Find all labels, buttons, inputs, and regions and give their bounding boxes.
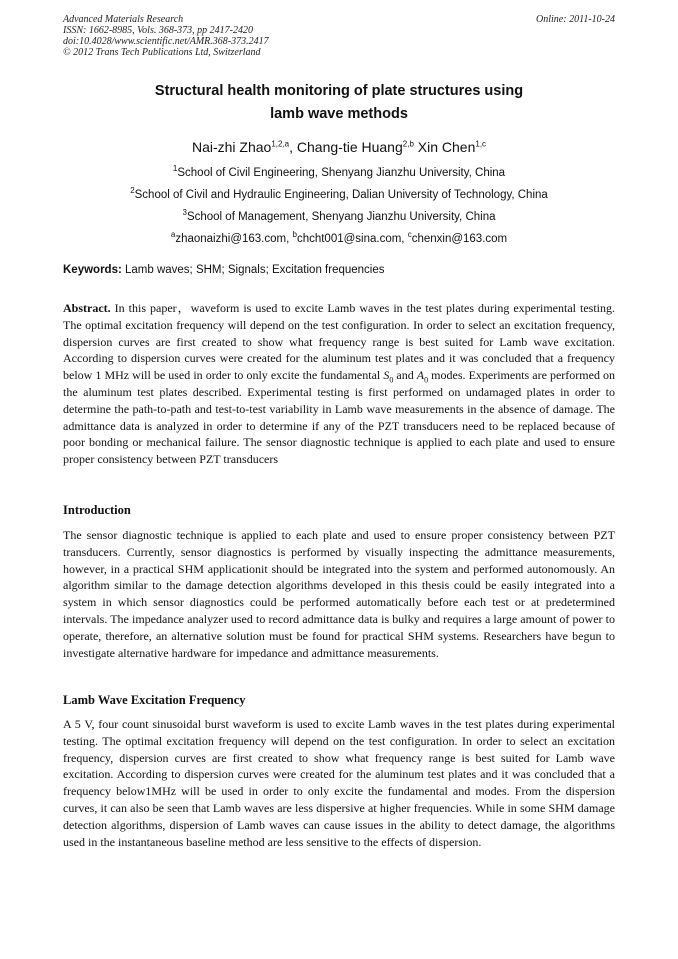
email-address: chenxin@163.com <box>411 233 508 245</box>
math-subscript: 0 <box>389 375 394 385</box>
affiliation-mark: 3 <box>182 208 187 218</box>
paragraph: The sensor diagnostic technique is applied to each plate and used to ensure proper consistency between PZT transducers. Currently, sensor diagnostics is performed by visually inspecting the admittance measurements, however, in a practical SHM applicationit should be integrated into the system and performed autonomously. An algorithm similar to the damage detection algorithms developed in this thesis could be easily integrated into a system in which sensor diagnostics could be performed automatically before each test or at predetermined intervals. The impedance analyzer used to record admittance data is bulky and requires a large amount of power to operate, therefore, an alternative solution must be found for practical SHM systems. Researchers have begun to investigate alternative hardware for impedance and admittance measurements. <box>63 528 615 660</box>
paragraph: A 5 V, four count sinusoidal burst waveform is used to excite Lamb waves in the test plates during experimental testing. The optimal excitation frequency will depend on the test configuration. In order to select an excitation frequency, dispersion curves are first created to show what frequency range is best suited for Lamb wave excitation. According to dispersion curves were created for the aluminum test plates and it was concluded that a frequency below1MHz will be used in order to only excite the fundamental and modes. From the dispersion curves, it can also be seen that Lamb waves are less dispersive at higher frequencies. While in some SHM damage detection algorithms, dispersion of Lamb waves can cause issues in the ability to detect damage, the algorithms used in the instantaneous baseline method are less sensitive to the effects of dispersion. <box>63 717 615 849</box>
section-heading: Lamb Wave Excitation Frequency <box>63 693 246 707</box>
author-name: Xin Chen <box>417 139 476 155</box>
online-date: Online: 2011-10-24 <box>536 14 615 25</box>
journal-name: Advanced Materials Research <box>63 14 184 25</box>
copyright-line: © 2012 Trans Tech Publications Ltd, Switzerland <box>63 47 261 58</box>
abstract <box>63 300 615 468</box>
abstract-label: Abstract. <box>63 301 111 315</box>
author-separator: , <box>289 139 297 155</box>
abstract-text: and <box>393 368 417 383</box>
author-name: Chang-tie Huang <box>296 139 403 155</box>
title-line-2: lamb wave methods <box>270 106 408 122</box>
author-list <box>63 138 615 156</box>
keywords-label: Keywords: <box>63 264 122 276</box>
doi-line: doi:10.4028/www.scientific.net/AMR.368-373.2417 <box>63 36 269 47</box>
affiliation-line <box>40 162 638 184</box>
affiliation-line <box>40 206 638 228</box>
abstract-text: In this paper，waveform is used to excite Lamb waves in the test plates during experimental testing. The optimal excitation frequency will depend on the test configuration. In order to select an excitation frequency, dispersion curves are first created to show what frequency range is best suited for Lamb wave excitation. According to dispersion curves were created for the aluminum test plates and it was concluded that a frequency below 1 MHz will be used in order to only excite the fundamental <box>63 301 615 383</box>
affiliation-text: School of Management, Shenyang Jianzhu University, China <box>186 211 496 223</box>
author-affiliation-mark: 1,2,a <box>271 139 290 149</box>
issn-line: ISSN: 1662-8985, Vols. 368-373, pp 2417-2420 <box>63 25 253 36</box>
math-subscript: 0 <box>424 375 429 385</box>
paper-title <box>63 80 615 126</box>
email-address: zhaonaizhi@163.com, <box>175 233 293 245</box>
author-name: Nai-zhi Zhao <box>191 139 272 155</box>
math-variable: S <box>383 368 390 383</box>
affiliation-text: School of Civil Engineering, Shenyang Jianzhu University, China <box>177 167 506 179</box>
email-line <box>40 228 638 250</box>
author-affiliation-mark: 2,b <box>402 139 414 149</box>
keywords <box>63 262 615 278</box>
email-mark: c <box>407 230 412 240</box>
affiliation-mark: 2 <box>130 186 135 196</box>
affiliation-mark: 1 <box>172 164 178 174</box>
affiliation-line <box>40 184 638 206</box>
email-mark: a <box>170 230 176 240</box>
title-line-1: Structural health monitoring of plate structures using <box>154 83 524 99</box>
keywords-text: Lamb waves; SHM; Signals; Excitation frequencies <box>121 264 385 276</box>
affiliation-text: School of Civil and Hydraulic Engineering, Dalian University of Technology, China <box>134 189 548 201</box>
email-mark: b <box>292 230 297 240</box>
author-affiliation-mark: 1,c <box>475 139 487 149</box>
abstract-text: modes. Experiments are performed on the aluminum test plates described. Experimental testing is first performed on undamaged plates in order to determine the path-to-path and test-to-test variability in Lamb wave measurements in the absence of damage. The admittance data is analyzed in order to determine if any of the PZT transducers need to be replaced because of poor bonding or mechanical failure. The sensor diagnostic technique is applied to each plate and used to ensure proper consistency between PZT transducers <box>63 368 616 467</box>
journal-header <box>63 14 615 58</box>
math-variable: A <box>416 368 425 383</box>
section-heading: Introduction <box>63 503 131 517</box>
email-address: chcht001@sina.com, <box>296 233 408 245</box>
affiliation-list <box>40 162 638 250</box>
